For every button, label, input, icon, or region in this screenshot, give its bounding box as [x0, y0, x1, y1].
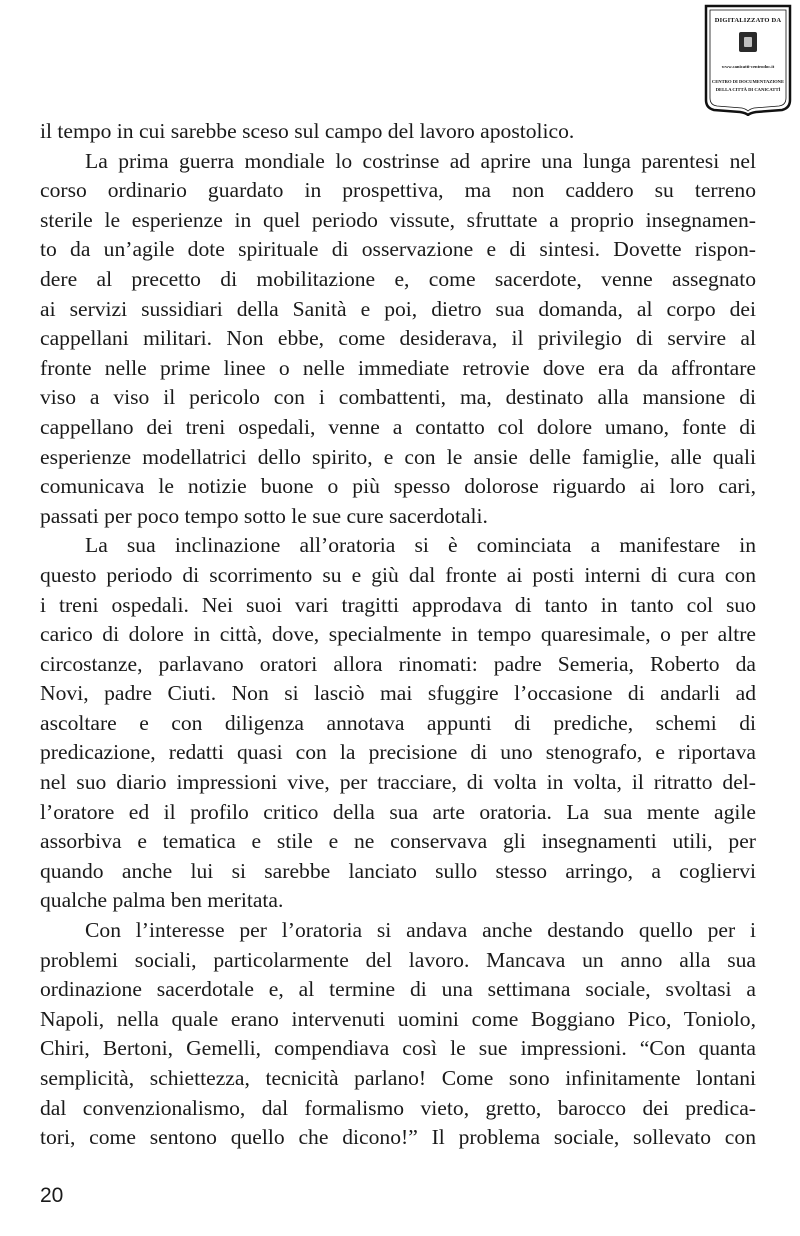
text-line: esperienze modellatrici dello spirito, e con le ansie delle famiglie, alle quali — [40, 444, 756, 469]
stamp-url: www.canicatti-centrodoc.it — [721, 64, 775, 69]
text-line: fronte nelle prime linee o nelle immediate retrovie dove era da affrontare — [40, 355, 756, 380]
text-line: cappellano dei treni ospedali, venne a contatto col dolore umano, fonte di — [40, 414, 756, 439]
text-line: sterile le esperienze in quel periodo vissute, sfruttate a proprio insegnamen- — [40, 207, 756, 232]
page-body-text — [40, 117, 756, 1153]
text-line: cappellani militari. Non ebbe, come desiderava, il privilegio di servire al — [40, 326, 756, 351]
text-line: ordinazione sacerdotale e, al termine di una settimana sociale, svoltasi a — [40, 977, 756, 1002]
digitization-stamp — [704, 4, 792, 116]
text-line: semplicità, schiettezza, tecnicità parlano! Come sono infinitamente lontani — [40, 1066, 756, 1090]
text-line: questo periodo di scorrimento su e giù dal fronte ai posti interni di cura con — [40, 562, 756, 587]
text-line: La prima guerra mondiale lo costrinse ad aprire una lunga parentesi nel — [85, 148, 756, 173]
text-line: Chiri, Bertoni, Gemelli, compendiava così le sue impressioni. “Con quanta — [40, 1036, 756, 1061]
text-line: ai servizi sussidiari della Sanità e poi, dietro sua domanda, al corpo dei — [40, 296, 756, 321]
stamp-title: DIGITALIZZATO DA — [714, 17, 782, 24]
text-line: problemi sociali, particolarmente del lavoro. Mancava un anno alla sua — [40, 947, 756, 972]
text-line: to da un’agile dote spirituale di osservazione e di sintesi. Dovette rispon- — [40, 237, 756, 262]
text-line: viso a viso il pericolo con i combattenti, ma, destinato alla mansione di — [40, 385, 756, 410]
text-line: La sua inclinazione all’oratoria si è cominciata a manifestare in — [85, 533, 756, 558]
stamp-center-name: CENTRO DI DOCUMENTAZIONE — [711, 79, 785, 84]
text-line: il tempo in cui sarebbe sceso sul campo del lavoro apostolico. — [40, 119, 575, 143]
text-line: nel suo diario impressioni vive, per tracciare, di volta in volta, il ritratto del- — [40, 770, 756, 795]
text-line: passati per poco tempo sotto le sue cure sacerdotali. — [40, 503, 488, 528]
stamp-logo-icon — [739, 32, 757, 52]
text-line: Napoli, nella quale erano intervenuti uomini come Boggiano Pico, Toniolo, — [40, 1006, 756, 1031]
text-line: qualche palma ben meritata. — [40, 888, 284, 913]
text-line: assorbiva e tematica e stile e ne conservava gli insegnamenti utili, per — [40, 829, 756, 854]
text-line: dere al precetto di mobilitazione e, come sacerdote, venne assegnato — [40, 266, 756, 291]
text-line: predicazione, redatti quasi con la precisione di uno stenografo, e riportava — [40, 740, 756, 765]
text-line: Novi, padre Ciuti. Non si lasciò mai sfuggire l’occasione di andarli ad — [40, 681, 756, 706]
text-line: dal convenzionalismo, dal formalismo vieto, gretto, barocco dei predica- — [40, 1095, 756, 1120]
text-line: l’oratore ed il profilo critico della sua arte oratoria. La sua mente agile — [40, 799, 756, 824]
text-line: circostanze, parlavano oratori allora rinomati: padre Semeria, Roberto da — [40, 651, 756, 676]
text-line: Con l’interesse per l’oratoria si andava anche destando quello per i — [85, 918, 756, 943]
text-line: i treni ospedali. Nei suoi vari tragitti approdava di tanto in tanto col suo — [40, 592, 756, 617]
page-number: 20 — [40, 1184, 64, 1207]
text-line: ascoltare e con diligenza annotava appunti di prediche, schemi di — [40, 710, 756, 735]
text-line: corso ordinario guardato in prospettiva, ma non caddero su terreno — [40, 178, 756, 203]
stamp-city-name: DELLA CITTÀ DI CANICATTÌ — [715, 87, 781, 92]
text-line: carico di dolore in città, dove, specialmente in tempo quaresimale, o per altre — [40, 622, 756, 647]
text-line: comunicava le notizie buone o più spesso dolorose riguardo ai loro cari, — [40, 474, 756, 499]
text-line: quando anche lui si sarebbe lanciato sullo stesso arringo, a cogliervi — [40, 858, 756, 883]
text-line: tori, come sentono quello che dicono!” Il problema sociale, sollevato con — [40, 1125, 756, 1150]
